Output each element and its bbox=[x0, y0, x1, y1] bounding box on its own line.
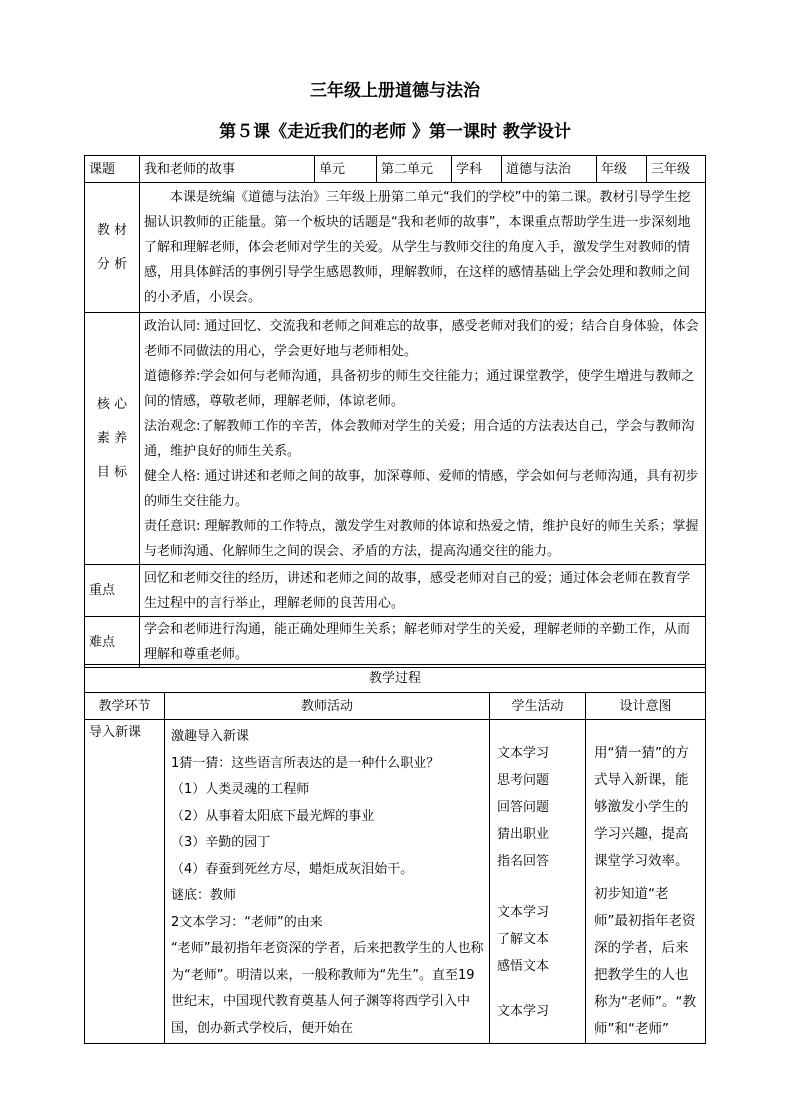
subject-label: 学科 bbox=[452, 156, 502, 183]
teacher-line: 谜底：教师 bbox=[171, 888, 237, 903]
core-goals-text bbox=[140, 313, 706, 565]
teacher-line: 2文本学习：“老师”的由来 bbox=[171, 914, 323, 930]
goal-item: 法治观念:了解教师工作的辛苦，体会教师对学生的关爱；用合适的方法表达自己，学会与教师沟通，维护良好的师生关系。 bbox=[144, 418, 695, 459]
teacher-line: （2）从事着太阳底下最光辉的事业 bbox=[171, 808, 375, 824]
design-intent-cell bbox=[586, 720, 706, 1044]
difficulty-text: 学会和老师进行沟通，能正确处理师生关系；解老师对学生的关爱，理解老师的辛勤工作，从而理解和尊重老师。 bbox=[140, 617, 706, 668]
student-line: 猜出职业 bbox=[497, 827, 550, 842]
student-line: 回答问题 bbox=[497, 800, 550, 815]
analysis-label: 教 材 分 析 bbox=[85, 183, 140, 313]
core-goals-label: 核 心 素 养 目 标 bbox=[85, 313, 140, 565]
student-activity-cell bbox=[490, 720, 586, 1044]
grade-value: 三年级 bbox=[647, 156, 706, 183]
column-header: 教师活动 bbox=[165, 693, 490, 720]
course-label: 课题 bbox=[85, 156, 140, 183]
process-header: 教学过程 bbox=[85, 665, 706, 693]
student-line: 了解文本 bbox=[497, 932, 550, 947]
teaching-process-table bbox=[84, 664, 706, 1044]
teacher-line: （3）辛勤的园丁 bbox=[171, 835, 271, 850]
lesson-info-table bbox=[84, 155, 706, 668]
goal-item: 道德修养:学会如何与老师沟通，具备初步的师生交往能力；通过课堂教学，使学生增进与教师之间的情感，尊敬老师，理解老师，体谅老师。 bbox=[144, 368, 695, 409]
student-line: 文本学习 bbox=[497, 905, 550, 920]
unit-value: 第二单元 bbox=[377, 156, 452, 183]
key-label: 重点 bbox=[85, 565, 140, 617]
student-line: 感悟文本 bbox=[497, 959, 550, 974]
grade-label: 年级 bbox=[597, 156, 647, 183]
stage-cell: 导入新课 bbox=[85, 720, 165, 1044]
teacher-activity-cell bbox=[165, 720, 490, 1044]
teacher-line: 1猜一猜：这些语言所表达的是一种什么职业？ bbox=[171, 755, 440, 771]
column-header: 设计意图 bbox=[586, 693, 706, 720]
goal-item: 责任意识: 理解教师的工作特点，激发学生对教师的体谅和热爱之情，维护良好的师生关系；掌握与老师沟通、化解师生之间的误会、矛盾的方法，提高沟通交往的能力。 bbox=[144, 518, 699, 559]
subject-value: 道德与法治 bbox=[502, 156, 597, 183]
design-text: 用“猜一猜”的方式导入新课，能够激发小学生的学习兴趣，提高课堂学习效率。 bbox=[594, 745, 689, 869]
teacher-line: （1）人类灵魂的工程师 bbox=[171, 782, 310, 797]
design-text: 初步知道“老师”最初指年老资深的学者，后来把教学生的人也称为“老师”。“教师”和“老师” bbox=[594, 886, 696, 1037]
teacher-line: 激趣导入新课 bbox=[171, 729, 250, 744]
course-value: 我和老师的故事 bbox=[140, 156, 315, 183]
student-line: 指名回答 bbox=[497, 854, 550, 869]
teacher-line: “老师”最初指年老资深的学者，后来把教学生的人也称为“老师”。明清以来，一般称教师为“先生”。直至19世纪末，中国现代教育奠基人何子渊等将西学引入中国，创办新式学校后，便开始在 bbox=[171, 941, 484, 1036]
student-line: 文本学习 bbox=[497, 1004, 550, 1019]
key-text: 回忆和老师交往的经历，讲述和老师之间的故事，感受老师对自己的爱；通过体会老师在教育学生过程中的言行举止，理解老师的良苦用心。 bbox=[140, 565, 706, 617]
column-header: 教学环节 bbox=[85, 693, 165, 720]
teacher-line: （4）春蚕到死丝方尽，蜡炬成灰泪始干。 bbox=[171, 861, 414, 877]
analysis-text: 本课是统编《道德与法治》三年级上册第二单元“我们的学校”中的第二课。教材引导学生挖掘认识教师的正能量。第一个板块的话题是“我和老师的故事”，本课重点帮助学生进一步深刻地了解和理解老师，体会老师对学生的关爱。从学生与教师交往的角度入手，激发学生对教师的情感，用具体鲜活的事例引导学生感恩教师，理解教师，在这样的感情基础上学会处理和教师之间的小矛盾，小误会。 bbox=[140, 183, 706, 313]
student-line: 文本学习 bbox=[497, 746, 550, 761]
document-title: 三年级上册道德与法治 bbox=[310, 81, 480, 101]
student-line: 思考问题 bbox=[497, 773, 550, 788]
column-header: 学生活动 bbox=[490, 693, 586, 720]
difficulty-label: 难点 bbox=[85, 617, 140, 668]
document-subtitle: 第５课《走近我们的老师 》第一课时 教学设计 bbox=[219, 122, 571, 142]
goal-item: 健全人格: 通过讲述和老师之间的故事，加深尊师、爱师的情感，学会如何与老师沟通，具有初步的师生交往能力。 bbox=[144, 468, 699, 509]
unit-label: 单元 bbox=[315, 156, 377, 183]
goal-item: 政治认同: 通过回忆、交流我和老师之间难忘的故事，感受老师对我们的爱；结合自身体验，体会老师不同做法的用心，学会更好地与老师相处。 bbox=[144, 318, 699, 359]
